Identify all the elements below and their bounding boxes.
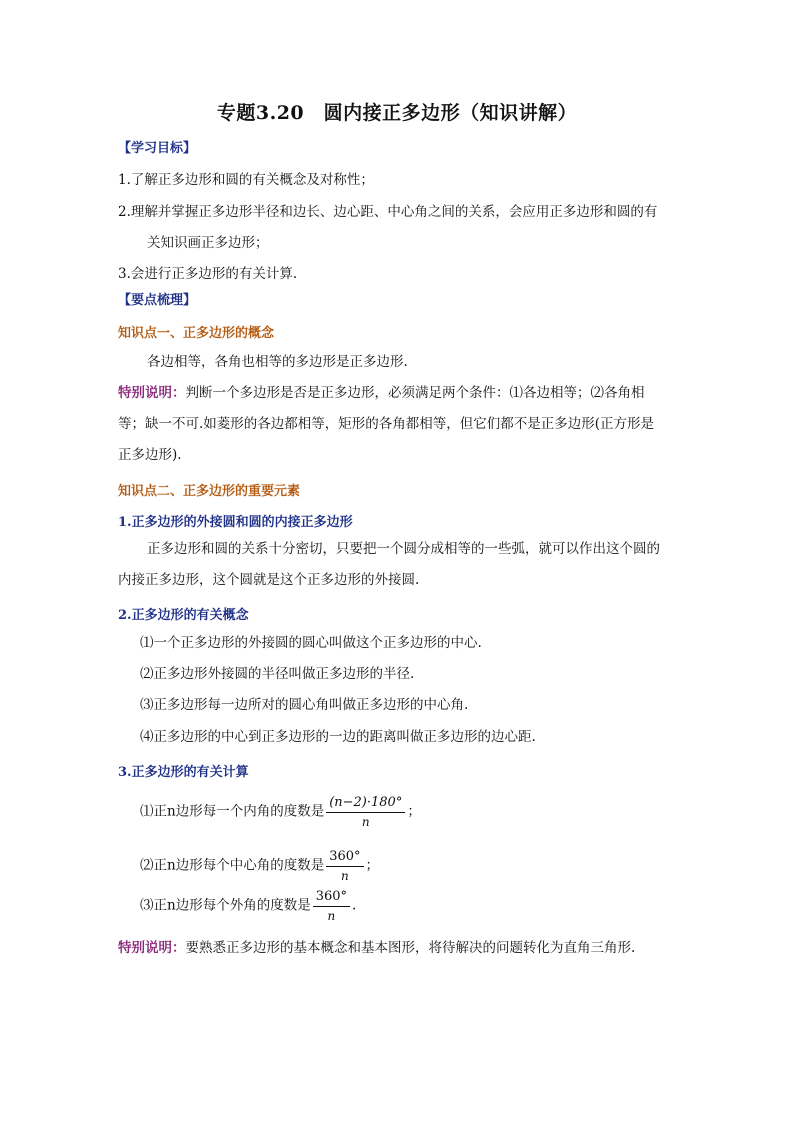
fraction-central-angle bbox=[326, 849, 363, 883]
goal-item-2: 2.理解并掌握正多边形半径和边长、边心距、中心角之间的关系，会应用正多边形和圆的有 bbox=[118, 204, 658, 220]
kp1-note-label: 特别说明： bbox=[118, 385, 186, 401]
fraction-numerator: 360° bbox=[326, 849, 363, 867]
goal-item-2-cont: 关知识画正多边形； bbox=[147, 235, 269, 251]
kp1-note-text-1: 判断一个多边形是否是正多边形，必须满足两个条件：⑴各边相等；⑵各角相 bbox=[185, 385, 645, 401]
kp2-note-text: 要熟悉正多边形的基本概念和基本图形，将待解决的问题转化为直角三角形. bbox=[185, 940, 636, 956]
calc-exterior-angle: ⑶正n边形每个外角的度数是 $\frac{360^\circ}{n}$ . bbox=[140, 889, 357, 923]
knowledge-point-2-heading: 知识点二、正多边形的重要元素 bbox=[118, 484, 301, 499]
kp1-definition: 各边相等，各角也相等的多边形是正多边形. bbox=[147, 354, 408, 370]
kp2-sub3-heading: 3.正多边形的有关计算 bbox=[118, 765, 249, 780]
kp2-sub1-line-2: 内接正多边形，这个圆就是这个正多边形的外接圆. bbox=[118, 572, 420, 588]
goal-item-3: 3.会进行正多边形的有关计算. bbox=[118, 266, 298, 282]
learning-goals-label: 【学习目标】 bbox=[118, 141, 197, 156]
page-title: 专题3.20 圆内接正多边形（知识讲解） bbox=[216, 102, 578, 124]
kp2-concept-2: ⑵正多边形外接圆的半径叫做正多边形的半径. bbox=[140, 666, 415, 682]
calc-central-angle: ⑵正n边形每个中心角的度数是 $\frac{360^\circ}{n}$ ； bbox=[140, 849, 380, 883]
var-n: n bbox=[167, 857, 176, 874]
var-n: n bbox=[167, 803, 176, 820]
kp1-note-line-1 bbox=[118, 385, 645, 401]
key-points-label: 【要点梳理】 bbox=[118, 293, 197, 308]
kp2-concept-4: ⑷正多边形的中心到正多边形的一边的距离叫做正多边形的边心距. bbox=[140, 729, 536, 745]
kp2-concept-3: ⑶正多边形每一边所对的圆心角叫做正多边形的中心角. bbox=[140, 697, 469, 713]
var-n: n bbox=[167, 897, 176, 914]
calc-interior-angle: ⑴正n边形每一个内角的度数是 $\frac{(n-2)\cdot 180^\circ}{n}$ ； bbox=[140, 795, 421, 829]
kp2-sub1-line-1: 正多边形和圆的关系十分密切，只要把一个圆分成相等的一些弧，就可以作出这个圆的 bbox=[147, 541, 660, 557]
fraction-exterior-angle bbox=[313, 889, 350, 923]
kp2-note bbox=[118, 940, 635, 956]
kp1-note-line-2: 等；缺一不可.如菱形的各边都相等，矩形的各角都相等，但它们都不是正多边形(正方形是 bbox=[118, 416, 655, 432]
fraction-numerator: (n−2)·180° bbox=[326, 795, 405, 813]
kp1-note-line-3: 正多边形). bbox=[118, 447, 182, 463]
kp2-sub1-heading: 1.正多边形的外接圆和圆的内接正多边形 bbox=[118, 515, 353, 530]
fraction-numerator: 360° bbox=[313, 889, 350, 907]
fraction-denominator: n bbox=[327, 908, 336, 923]
kp2-note-label: 特别说明： bbox=[118, 940, 186, 956]
fraction-interior-angle bbox=[326, 795, 405, 829]
fraction-denominator: n bbox=[361, 814, 370, 829]
kp2-sub2-heading: 2.正多边形的有关概念 bbox=[118, 608, 249, 623]
goal-item-1: 1.了解正多边形和圆的有关概念及对称性； bbox=[118, 172, 374, 188]
kp2-concept-1: ⑴一个正多边形的外接圆的圆心叫做这个正多边形的中心. bbox=[140, 635, 482, 651]
fraction-denominator: n bbox=[341, 868, 349, 883]
knowledge-point-1-heading: 知识点一、正多边形的概念 bbox=[118, 326, 275, 341]
